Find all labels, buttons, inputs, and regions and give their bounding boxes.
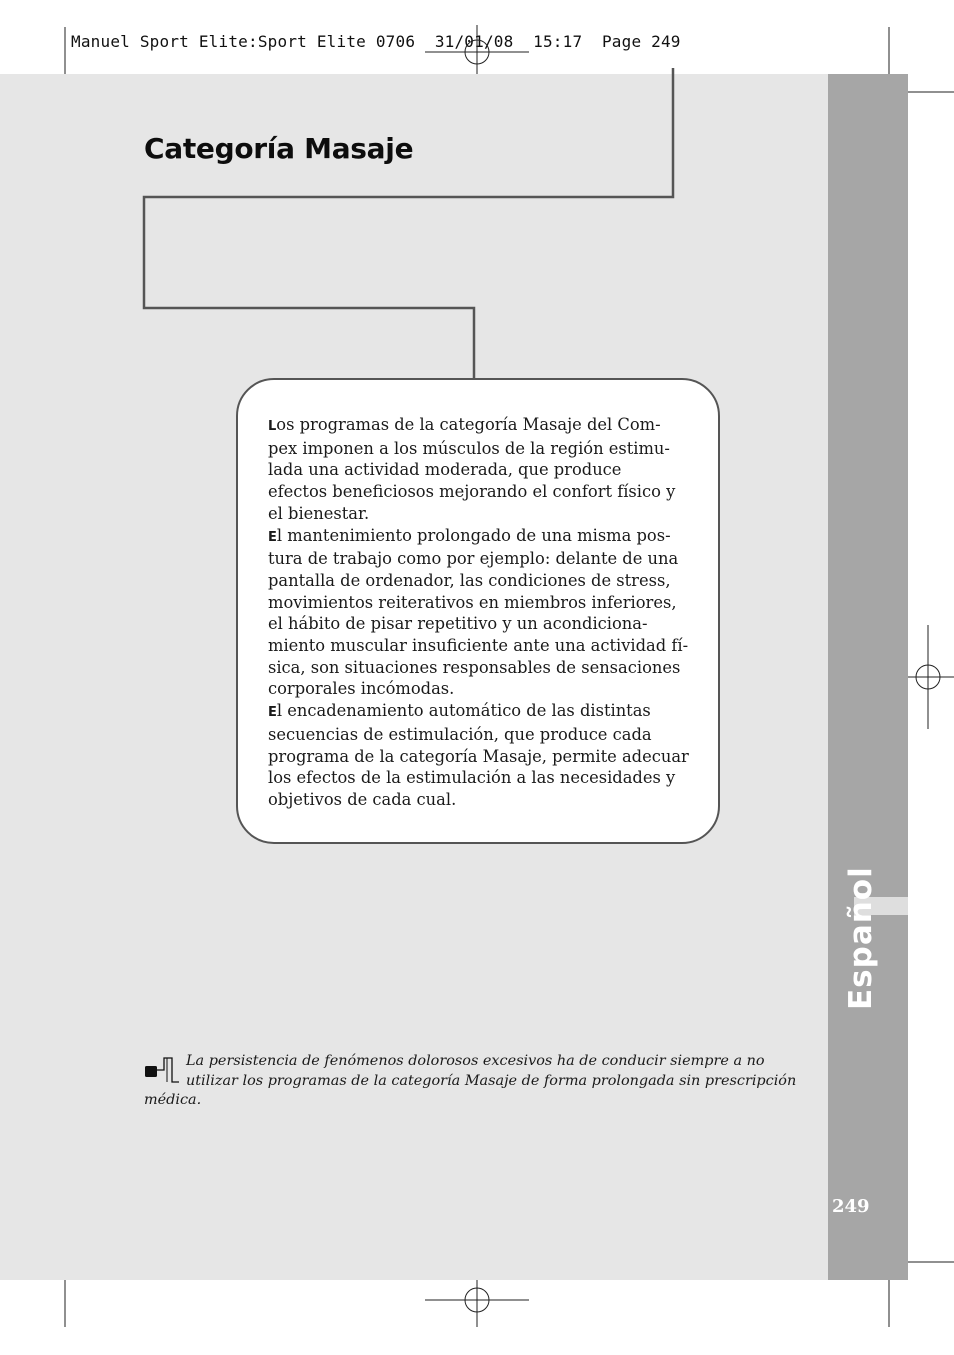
text-line: lada una actividad moderada, que produce <box>268 460 622 480</box>
text-line: corporales incómodas. <box>268 679 455 699</box>
warning-line: médica. <box>144 1092 202 1108</box>
language-tab: Español <box>843 866 879 1010</box>
text-line: los efectos de la estimulación a las necesidades y <box>268 768 676 788</box>
text-line: programa de la categoría Masaje, permite adecuar <box>268 746 689 766</box>
text-line: miento muscular insuficiente ante una actividad fí- <box>268 636 689 656</box>
text-line: efectos beneficiosos mejorando el confort físico y <box>268 482 676 502</box>
text-line: el hábito de pisar repetitivo y un acondiciona- <box>268 614 648 634</box>
paragraph-sequences <box>268 700 690 811</box>
text-line: sica, son situaciones responsables de sensaciones <box>268 657 681 677</box>
text-line: pantalla de ordenador, las condiciones de stress, <box>268 570 671 590</box>
drop-letter: E <box>268 529 277 545</box>
text-line: objetivos de cada cual. <box>268 789 457 809</box>
paragraph-posture <box>268 525 690 701</box>
text-line: l encadenamiento automático de las distintas <box>276 701 651 721</box>
print-slug: Manuel Sport Elite:Sport Elite 0706 31/01/08 15:17 Page 249 <box>71 32 681 51</box>
paragraph-intro <box>268 414 690 525</box>
warning-line: utilizar los programas de la categoría Masaje de forma prolongada sin prescripción <box>186 1072 797 1089</box>
content-box <box>236 378 720 844</box>
text-line: os programas de la categoría Masaje del Com- <box>276 415 661 434</box>
text-line: secuencias de estimulación, que produce cada <box>268 724 652 744</box>
electrode-warning-icon <box>144 1055 186 1085</box>
warning-line: La persistencia de fenómenos dolorosos excesivos ha de conducir siempre a no <box>186 1053 765 1069</box>
drop-letter: L <box>268 419 277 434</box>
text-line: movimientos reiterativos en miembros inferiores, <box>268 592 677 612</box>
text-line: l mantenimiento prolongado de una misma pos- <box>276 525 671 545</box>
text-line: el bienestar. <box>268 503 370 523</box>
text-line: tura de trabajo como por ejemplo: delante de una <box>268 549 679 569</box>
page-title: Categoría Masaje <box>144 132 414 165</box>
warning-note <box>144 1052 814 1111</box>
drop-letter: E <box>268 705 277 721</box>
text-line: pex imponen a los músculos de la región estimu- <box>268 438 670 458</box>
page-number: 249 <box>832 1196 870 1217</box>
